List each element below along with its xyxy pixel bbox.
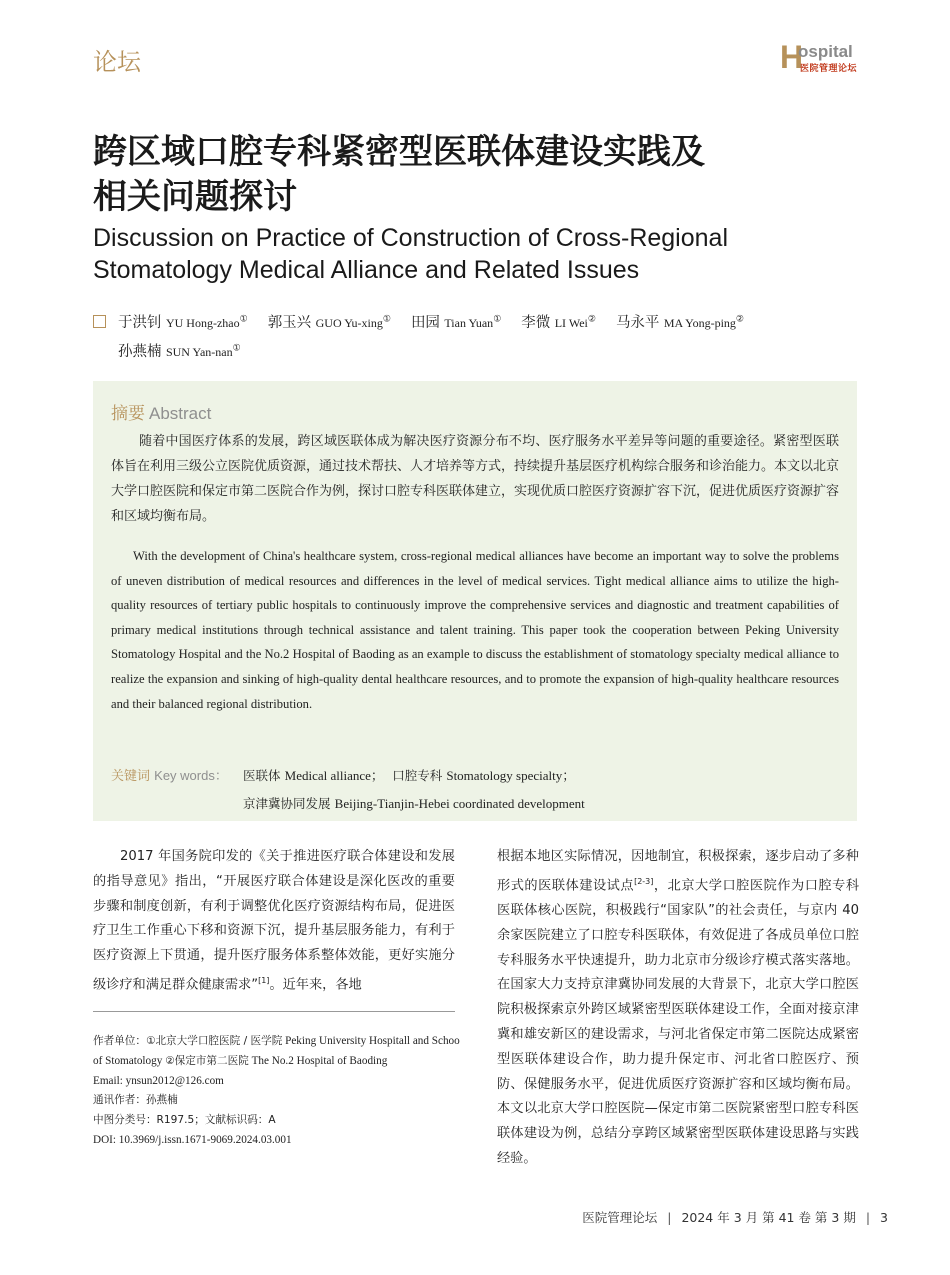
body-column-left <box>93 845 455 998</box>
author-list <box>93 306 873 365</box>
abstract-chinese: 随着中国医疗体系的发展，跨区域医联体成为解决医疗资源分布不均、医疗服务水平差异等问题的重要途径。紧密型医联体旨在利用三级公立医院优质资源，通过技术帮扶、人才培养等方式，持续提升基层医疗机构综合服务和诊治能力。本文以北京大学口腔医院和保定市第二医院合作为例，探讨口腔专科医联体建立，实现优质口腔医疗资源扩容下沉，促进优质医疗资源扩容和区域均衡布局。 <box>111 434 840 524</box>
page-number: 3 <box>880 1210 888 1225</box>
keyword-cn: 医联体 <box>243 768 281 783</box>
abstract-panel <box>93 381 857 821</box>
citation: [1] <box>258 975 270 985</box>
keyword-en: Stomatology specialty； <box>446 768 576 783</box>
footer-journal: 医院管理论坛 <box>582 1210 658 1225</box>
footnote-divider <box>93 1011 455 1012</box>
footnotes <box>93 1032 465 1151</box>
email-note: Email: ynsun2012@126.com <box>93 1074 224 1087</box>
author: 于洪钊 YU Hong-zhao① <box>118 314 248 331</box>
keywords-items <box>243 762 843 818</box>
logo-word: ospital <box>798 42 853 61</box>
keyword-cn: 京津冀协同发展 <box>243 796 331 811</box>
title-en-line-1: Discussion on Practice of Construction of Cross-Regional <box>93 224 728 252</box>
abstract-english: With the development of China's healthcare system, cross-regional medical alliances have become an important way to solve the problems of uneven distribution of medical resources and differences in the level of medical services. Tight medical alliance aims to utilize the high-quality resources of tertiary public hospitals to continuously improve the comprehensive services and diagnostic and treatment capabilities of primary medical institutions through technical assistance and talent training. This paper took the cooperation between Peking University Stomatology Hospital and the No.2 Hospital of Baoding as an example to discuss the establishment of stomatology specialty medical alliance to realize the expansion and sinking of high-quality dental healthcare resources, and to promote the expansion of high-quality healthcare resources and their balanced regional distribution. <box>111 549 839 711</box>
corresponding-author-note: 通讯作者：孙燕楠 <box>93 1094 178 1107</box>
author: 孙燕楠 SUN Yan-nan① <box>118 343 241 361</box>
citation: [2-3] <box>634 876 654 886</box>
body-paragraph: 根据本地区实际情况，因地制宜，积极探索，逐步启动了多种形式的医联体建设试点[2-3]，北京大学口腔医院作为口腔专科医联体核心医院，积极践行“国家队”的社会责任，与京内 40 余家医院建立了口腔专科医联体，有效促进了各成员单位口腔专科服务水平快速提升，助力北京市分级诊疗模式落实落地。在国家大力支持京津冀协同发展的大背景下，北京大学口腔医院积极探索京外跨区域紧密型医联体建设工作，全面对接京津冀和雄安新区的建设需求，与河北省保定市第二医院达成紧密型医联体建设合作，助力提升保定市、河北省口腔医疗、预防、保健服务水平，促进优质医疗资源扩容和区域均衡布局。本文以北京大学口腔医院—保定市第二医院紧密型口腔专科医联体建设为例，总结分享跨区域紧密型医联体建设思路与实践经验。 <box>497 849 860 1166</box>
classification-note: 中图分类号：R197.5；文献标识码：A <box>93 1114 276 1127</box>
section-tag: 论坛 <box>93 48 141 76</box>
abstract-heading: 摘要 Abstract <box>111 404 212 424</box>
logo-subtitle: 医院管理论坛 <box>800 64 858 74</box>
title-chinese <box>93 130 873 220</box>
journal-logo <box>780 40 860 76</box>
title-en-line-2: Stomatology Medical Alliance and Related Issues <box>93 256 640 284</box>
logo-letter: H <box>780 39 804 75</box>
footer-issue: 2024 年 3 月 第 41 卷 第 3 期 <box>681 1210 856 1225</box>
affiliation-note: 作者单位：①北京大学口腔医院 / 医学院 Peking University Hospitall and Schoo of Stomatology ②保定市第二医院 The No.2 Hospital of Baoding <box>93 1035 460 1067</box>
author: 李微 LI Wei② <box>521 314 596 331</box>
keyword-cn: 口腔专科 <box>392 768 443 783</box>
keywords-label: 关键词 Key words： <box>111 768 228 784</box>
keywords <box>111 762 839 811</box>
keyword-en: Medical alliance； <box>284 768 384 783</box>
author: 田园 Tian Yuan① <box>410 314 502 331</box>
keyword-en: Beijing-Tianjin-Hebei coordinated development <box>334 796 585 811</box>
page-footer: 医院管理论坛 | 2024 年 3 月 第 41 卷 第 3 期 | 3 <box>582 1210 888 1225</box>
body-paragraph: 2017 年国务院印发的《关于推进医疗联合体建设和发展的指导意见》指出，“开展医疗联合体建设是深化医改的重要步骤和制度创新，有利于调整优化医疗资源结构布局，促进医疗卫生工作重心下移和资源下沉，提升基层服务能力，有利于医疗资源上下贯通，提升医疗服务体系整体效能，更好实施分级诊疗和满足群众健康需求”[1]。近年来，各地 <box>93 849 455 993</box>
title-cn-line-2: 相关问题探讨 <box>93 177 297 217</box>
doi-note: DOI: 10.3969/j.issn.1671-9069.2024.03.001 <box>93 1133 292 1146</box>
author: 马永平 MA Yong-ping② <box>615 314 744 331</box>
author-marker-icon <box>93 315 106 328</box>
title-english <box>93 222 893 286</box>
title-cn-line-1: 跨区域口腔专科紧密型医联体建设实践及 <box>93 132 705 172</box>
body-column-right <box>497 845 859 1172</box>
author: 郭玉兴 GUO Yu-xing① <box>267 314 391 331</box>
